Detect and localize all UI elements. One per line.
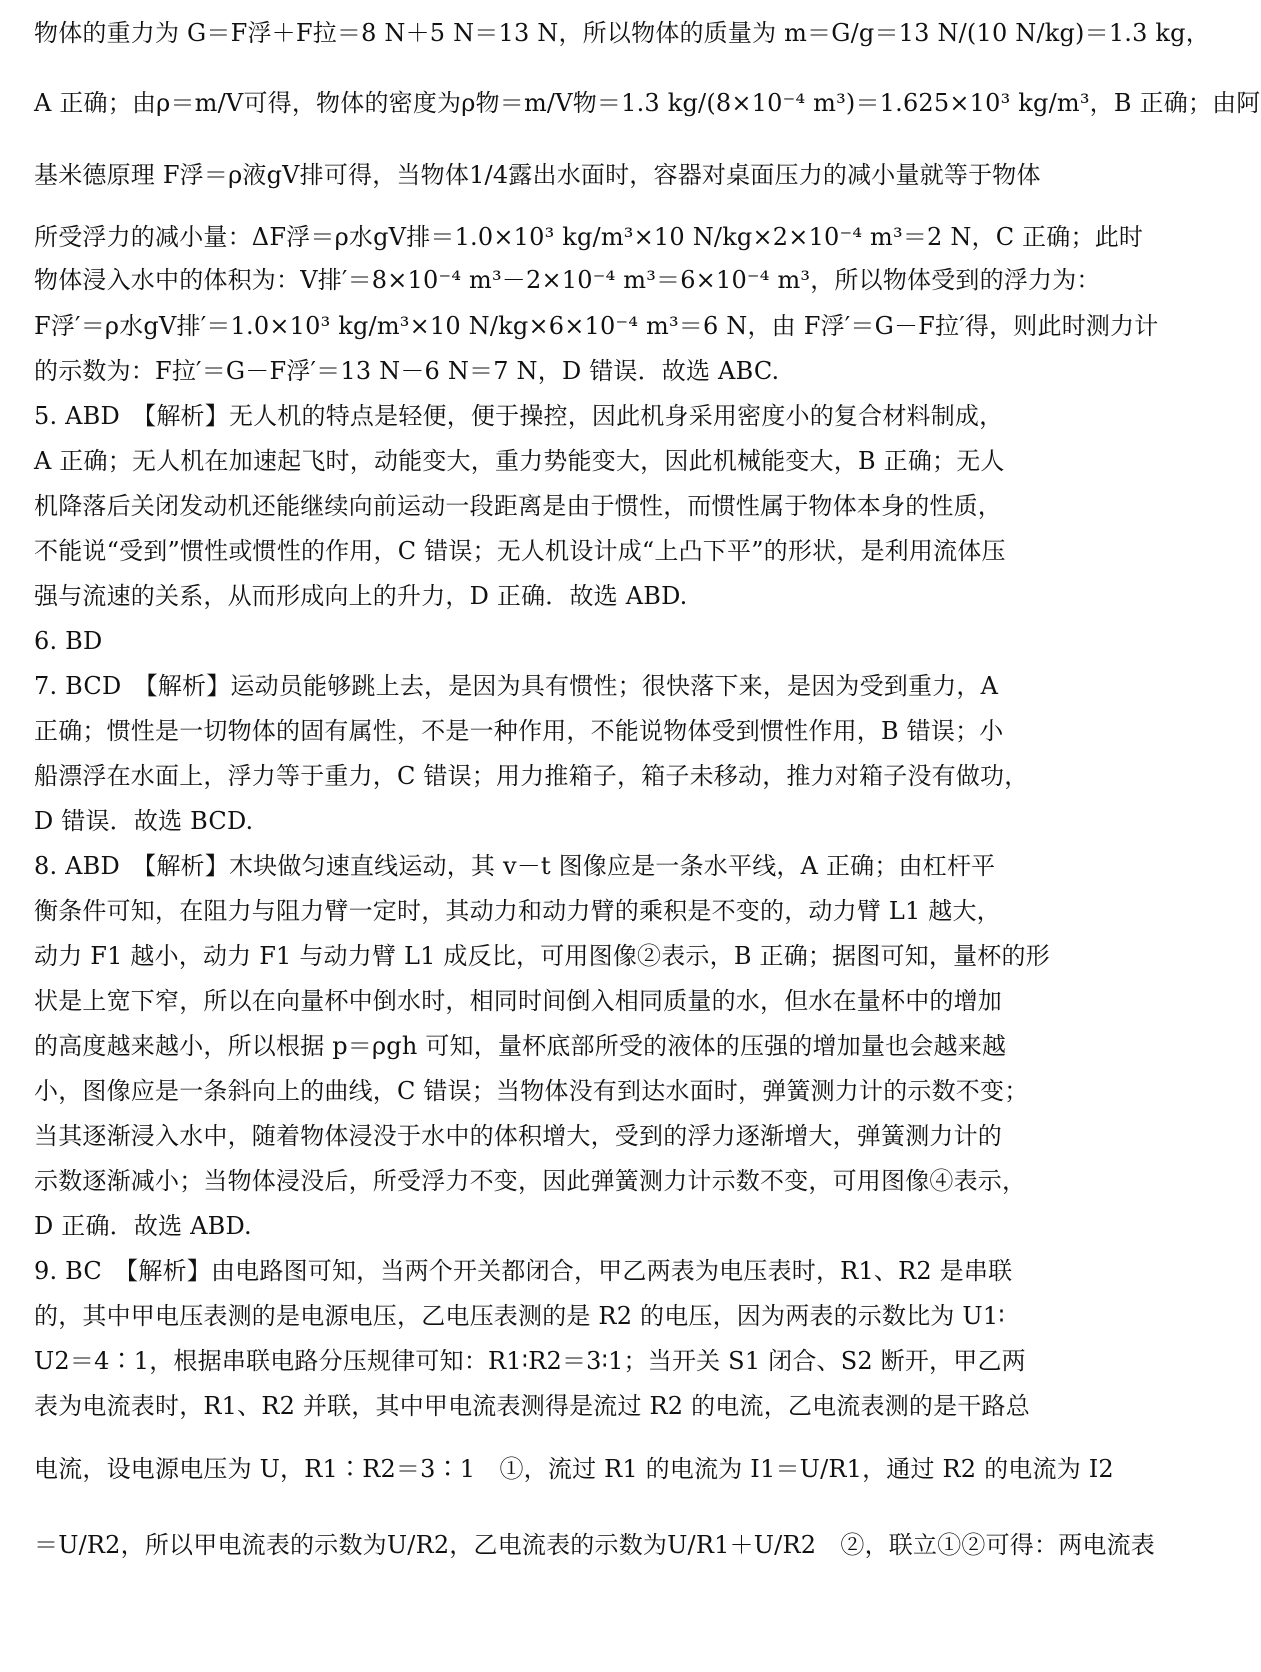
text-line: 电流，设电源电压为 U，R1∶R2＝3∶1 ①，流过 R1 的电流为 I1＝U/R1，通过 R2 的电流为 I2 [34,1455,1114,1483]
text-line: ＝U/R2，所以甲电流表的示数为U/R2，乙电流表的示数为U/R1＋U/R2 ②，联立①②可得：两电流表 [34,1531,1156,1559]
text-line: 表为电流表时，R1、R2 并联，其中甲电流表测得是流过 R2 的电流，乙电流表测的是干路总 [34,1392,1030,1420]
text-line: 的，其中甲电压表测的是电源电压，乙电压表测的是 R2 的电压，因为两表的示数比为 U1∶ [34,1302,1005,1330]
text-line: 物体的重力为 G＝F浮＋F拉＝8 N＋5 N＝13 N，所以物体的质量为 m＝G/g＝13 N/(10 N/kg)＝1.3 kg， [34,19,1210,47]
text-line: 强与流速的关系，从而形成向上的升力，D 正确．故选 ABD. [34,582,688,610]
text-line: D 正确．故选 ABD. [34,1212,252,1240]
answer-7-line: 7. BCD 【解析】运动员能够跳上去，是因为具有惯性；很快落下来，是因为受到重力，A [34,672,999,700]
text-line: F浮′＝ρ水gV排′＝1.0×10³ kg/m³×10 N/kg×6×10⁻⁴ m³＝6 N，由 F浮′＝G－F拉′得，则此时测力计 [34,312,1159,340]
text-line: 的高度越来越小，所以根据 p＝ρgh 可知，量杯底部所受的液体的压强的增加量也会越来越 [34,1032,1007,1060]
text-line: 不能说“受到”惯性或惯性的作用，C 错误；无人机设计成“上凸下平”的形状，是利用流体压 [34,537,1006,565]
text-line: D 错误．故选 BCD. [34,807,254,835]
text-line: 基米德原理 F浮＝ρ液gV排可得，当物体1/4露出水面时，容器对桌面压力的减小量就等于物体 [34,161,1041,189]
answer-5-line: 5. ABD 【解析】无人机的特点是轻便，便于操控，因此机身采用密度小的复合材料制成， [34,402,1004,430]
text-line: 机降落后关闭发动机还能继续向前运动一段距离是由于惯性，而惯性属于物体本身的性质， [34,492,1002,520]
text-line: U2＝4∶1，根据串联电路分压规律可知：R1∶R2＝3∶1；当开关 S1 闭合、S2 断开，甲乙两 [34,1347,1026,1375]
text-line: 示数逐渐减小；当物体浸没后，所受浮力不变，因此弹簧测力计示数不变，可用图像④表示， [34,1167,1027,1195]
text-line: 衡条件可知，在阻力与阻力臂一定时，其动力和动力臂的乘积是不变的，动力臂 L1 越大， [34,897,1001,925]
text-line: A 正确；由ρ＝m/V可得，物体的密度为ρ物＝m/V物＝1.3 kg/(8×10⁻⁴ m³)＝1.625×10³ kg/m³，B 正确；由阿 [34,89,1261,117]
text-line: 小，图像应是一条斜向上的曲线，C 错误；当物体没有到达水面时，弹簧测力计的示数不变； [34,1077,1029,1105]
answer-8-line: 8. ABD 【解析】木块做匀速直线运动，其 v－t 图像应是一条水平线，A 正确；由杠杆平 [34,852,996,880]
text-line: 物体浸入水中的体积为：V排′＝8×10⁻⁴ m³－2×10⁻⁴ m³＝6×10⁻⁴ m³，所以物体受到的浮力为： [34,266,1101,294]
answer-6-line: 6. BD [34,627,103,655]
text-line: 当其逐渐浸入水中，随着物体浸没于水中的体积增大，受到的浮力逐渐增大，弹簧测力计的 [34,1122,1002,1150]
text-line: 动力 F1 越小，动力 F1 与动力臂 L1 成反比，可用图像②表示，B 正确；据图可知，量杯的形 [34,942,1050,970]
answer-9-line: 9. BC 【解析】由电路图可知，当两个开关都闭合，甲乙两表为电压表时，R1、R2 是串联 [34,1257,1013,1285]
text-line: 所受浮力的减小量：ΔF浮＝ρ水gV排＝1.0×10³ kg/m³×10 N/kg×2×10⁻⁴ m³＝2 N，C 正确；此时 [34,223,1144,251]
text-line: 船漂浮在水面上，浮力等于重力，C 错误；用力推箱子，箱子未移动，推力对箱子没有做功， [34,762,1029,790]
text-line: A 正确；无人机在加速起飞时，动能变大，重力势能变大，因此机械能变大，B 正确；无人 [34,447,1005,475]
text-line: 状是上宽下窄，所以在向量杯中倒水时，相同时间倒入相同质量的水，但水在量杯中的增加 [34,987,1002,1015]
text-line: 正确；惯性是一切物体的固有属性，不是一种作用，不能说物体受到惯性作用，B 错误；小 [34,717,1004,745]
text-line: 的示数为：F拉′＝G－F浮′＝13 N－6 N＝7 N，D 错误．故选 ABC. [34,357,780,385]
